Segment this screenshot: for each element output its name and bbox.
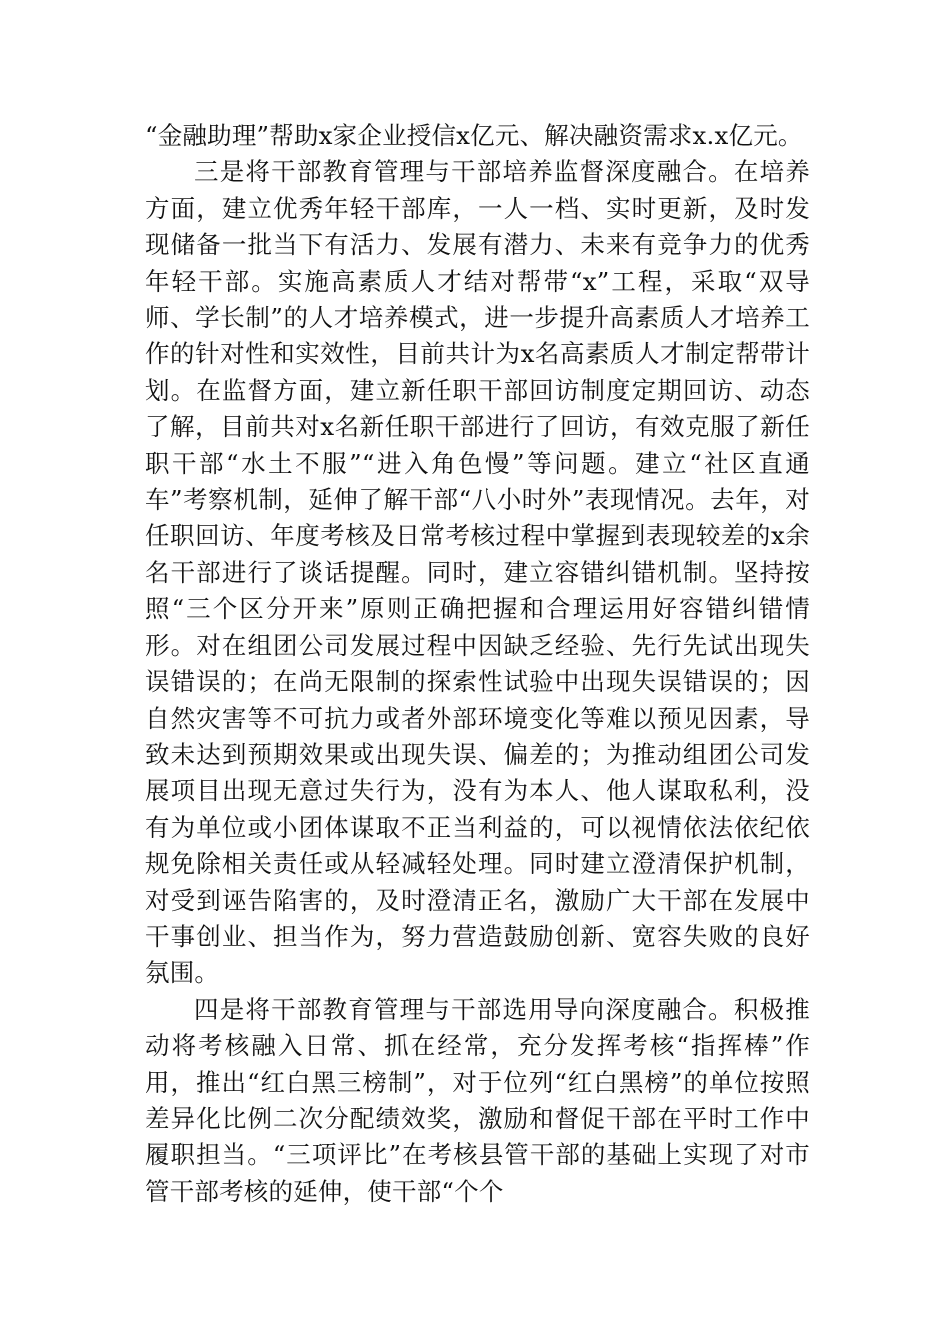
- paragraph-finance-assistant: “金融助理”帮助x家企业授信x亿元、解决融资需求x.x亿元。: [145, 121, 803, 150]
- document-body: [145, 118, 810, 1210]
- paragraph-cultivation-supervision: 三是将干部教育管理与干部培养监督深度融合。在培养方面，建立优秀年轻干部库，一人一档、实时更新，及时发现储备一批当下有活力、发展有潜力、未来有竞争力的优秀年轻干部。实施高素质人才结对帮带“x”工程，采取“双导师、学长制”的人才培养模式，进一步提升高素质人才培养工作的针对性和实效性，目前共计为x名高素质人才制定帮带计划。在监督方面，建立新任职干部回访制度定期回访、动态了解，目前共对x名新任职干部进行了回访，有效克服了新任职干部“水土不服”“进入角色慢”等问题。建立“社区直通车”考察机制，延伸了解干部“八小时外”表现情况。去年，对任职回访、年度考核及日常考核过程中掌握到表现较差的x余名干部进行了谈话提醒。同时，建立容错纠错机制。坚持按照“三个区分开来”原则正确把握和合理运用好容错纠错情形。对在组团公司发展过程中因缺乏经验、先行先试出现失误错误的；在尚无限制的探索性试验中出现失误错误的；因自然灾害等不可抗力或者外部环境变化等难以预见因素，导致未达到预期效果或出现失误、偏差的；为推动组团公司发展项目出现无意过失行为，没有为本人、他人谋取私利，没有为单位或小团体谋取不正当利益的，可以视情依法依纪依规免除相关责任或从轻减轻处理。同时建立澄清保护机制，对受到诬告陷害的，及时澄清正名，激励广大干部在发展中干事创业、担当作为，努力营造鼓励创新、宽容失败的良好氛围。: [145, 157, 810, 988]
- paragraph-selection-orientation: 四是将干部教育管理与干部选用导向深度融合。积极推动将考核融入日常、抓在经常，充分发挥考核“指挥棒”作用，推出“红白黑三榜制”，对于位列“红白黑榜”的单位按照差异化比例二次分配绩效奖，激励和督促干部在平时工作中履职担当。“三项评比”在考核县管干部的基础上实现了对市管干部考核的延伸，使干部“个个: [145, 994, 810, 1206]
